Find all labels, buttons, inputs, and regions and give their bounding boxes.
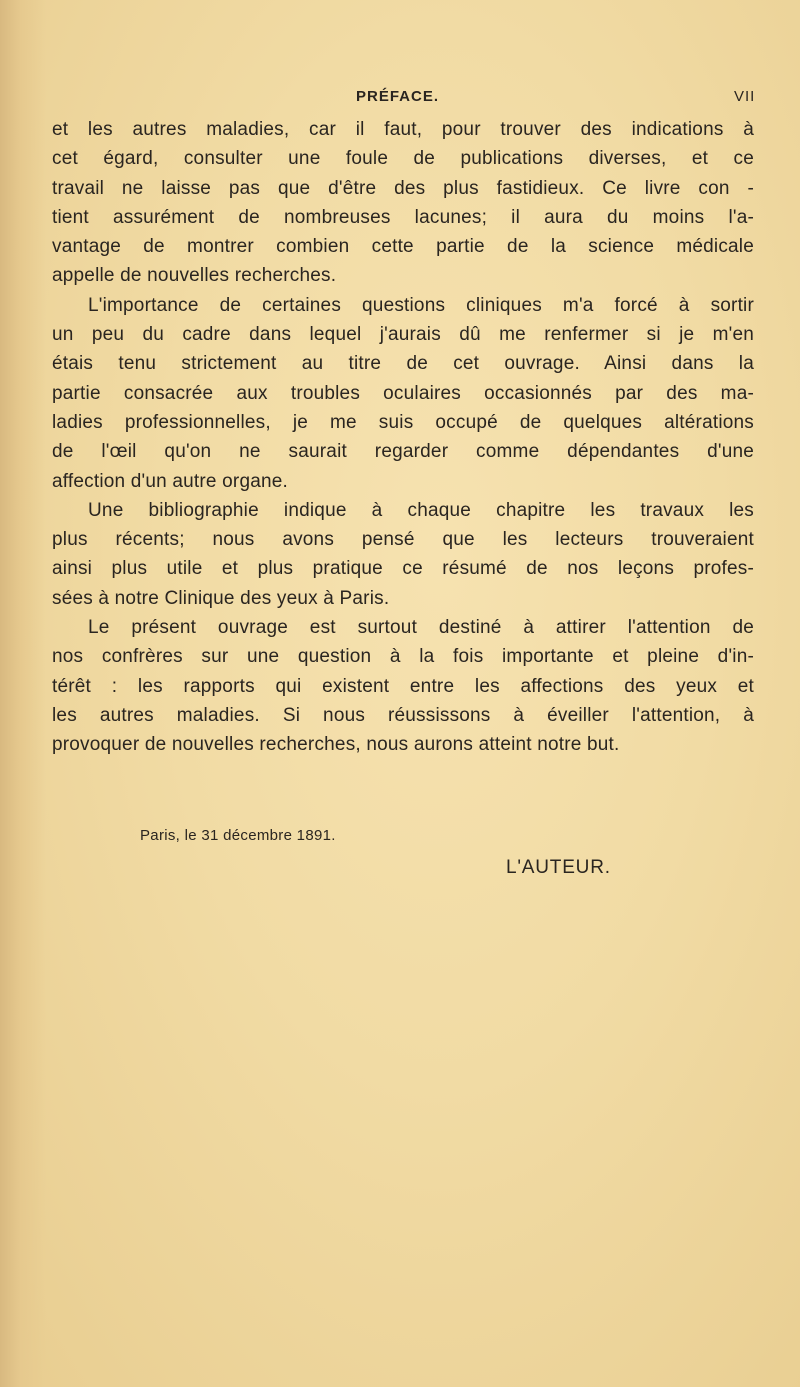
- text-line: étais tenu strictement au titre de cet ouvrage. Ainsi dans la: [52, 353, 754, 375]
- text-line: de l'œil qu'on ne saurait regarder comme dépendantes d'une: [52, 441, 754, 463]
- paragraph-2: [52, 291, 754, 496]
- text-line: Une bibliographie indique à chaque chapitre les travaux les: [88, 499, 754, 521]
- text-line: travail ne laisse pas que d'être des plus fastidieux. Ce livre con -: [52, 177, 754, 199]
- page-binding-shadow: [0, 0, 46, 1387]
- running-title: PRÉFACE.: [356, 88, 440, 105]
- text-line: affection d'un autre organe.: [52, 470, 288, 492]
- text-line: nos confrères sur une question à la fois importante et pleine d'in-: [52, 646, 754, 668]
- text-line: un peu du cadre dans lequel j'aurais dû me renfermer si je m'en: [52, 324, 754, 346]
- text-line: tient assurément de nombreuses lacunes; il aura du moins l'a-: [52, 206, 754, 228]
- text-line: partie consacrée aux troubles oculaires occasionnés par des ma-: [52, 382, 754, 404]
- text-line: ainsi plus utile et plus pratique ce résumé de nos leçons profes-: [52, 558, 754, 580]
- text-line: plus récents; nous avons pensé que les lecteurs trouveraient: [52, 529, 754, 551]
- text-line: vantage de montrer combien cette partie de la science médicale: [52, 236, 754, 258]
- page-number: VII: [734, 88, 756, 105]
- signature-author: L'AUTEUR.: [506, 857, 611, 878]
- text-line: Le présent ouvrage est surtout destiné à attirer l'attention de: [88, 617, 754, 639]
- paragraph-1: [52, 115, 754, 291]
- page-header: [0, 88, 800, 110]
- text-line: et les autres maladies, car il faut, pour trouver des indications à: [52, 119, 754, 140]
- text-line: sées à notre Clinique des yeux à Paris.: [52, 587, 390, 609]
- signature-place-date: Paris, le 31 décembre 1891.: [140, 827, 336, 844]
- text-line: L'importance de certaines questions cliniques m'a forcé à sortir: [88, 294, 754, 316]
- text-line: cet égard, consulter une foule de publications diverses, et ce: [52, 148, 754, 170]
- text-line: les autres maladies. Si nous réussissons à éveiller l'attention, à: [52, 704, 754, 726]
- paragraph-3: [52, 496, 754, 613]
- text-line: térêt : les rapports qui existent entre les affections des yeux et: [52, 675, 754, 697]
- text-line: ladies professionnelles, je me suis occupé de quelques altérations: [52, 411, 754, 433]
- text-line: provoquer de nouvelles recherches, nous aurons atteint notre but.: [52, 734, 620, 756]
- paragraph-4: [52, 613, 754, 759]
- preface-body: [52, 115, 754, 760]
- text-line: appelle de nouvelles recherches.: [52, 265, 337, 287]
